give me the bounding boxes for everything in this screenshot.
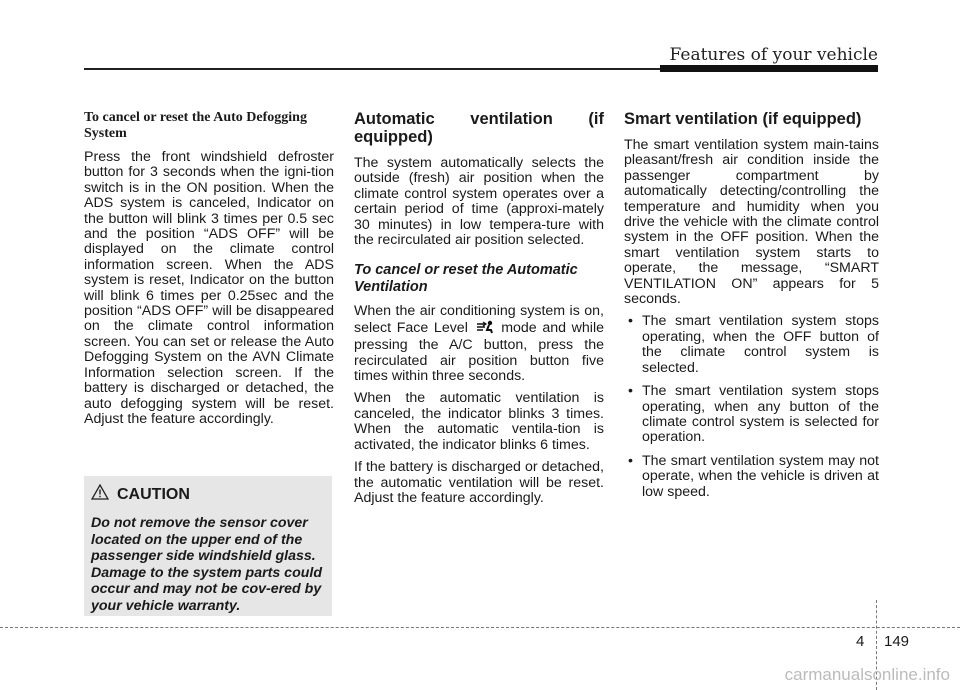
auto-ventilation-p1 bbox=[354, 304, 604, 384]
list-item: • The smart ventilation system stops operating, when the OFF button of the climate control system is selected. bbox=[628, 313, 879, 376]
bullet-icon: • bbox=[628, 313, 633, 330]
auto-ventilation-subheading: To cancel or reset the Automatic Ventilation bbox=[354, 262, 578, 296]
auto-ventilation-p1-end: mode and while pressing the A/C button, press the recirculated air position button five times within three seconds. bbox=[354, 319, 604, 385]
smart-ventilation-intro: The smart ventilation system main-tains pleasant/fresh air condition inside the passenger compartment by automatically detecting/controlling the temperature and humidity when you drive the vehicle with the climate control system in the OFF position. When the smart ventilation system starts to operate, the message, “SMART VENTILATION ON” appears for 5 seconds. bbox=[624, 137, 879, 308]
auto-ventilation-p2: When the automatic ventilation is canceled, the indicator blinks 3 times. When the automatic ventila-tion is activated, the indicator blinks 6 times. bbox=[354, 390, 604, 453]
bullet-icon: • bbox=[628, 383, 633, 400]
column-2 bbox=[354, 110, 604, 513]
caution-title: CAUTION bbox=[117, 485, 190, 503]
page-number: 149 bbox=[884, 633, 910, 650]
smart-ventilation-list bbox=[624, 314, 879, 499]
auto-ventilation-intro: The system automatically selects the outside (fresh) air position when the climate control system operates over a certain period of time (approxi-mately 30 minutes) in low tempera-ture with the recirculated air position selected. bbox=[354, 155, 604, 249]
face-level-icon bbox=[474, 320, 496, 338]
warning-triangle-icon bbox=[91, 484, 109, 505]
auto-ventilation-p1-start: When the air conditioning system is on, select Face Level bbox=[354, 303, 604, 336]
watermark: carmanualsonline.info bbox=[784, 665, 950, 684]
ads-subheading: To cancel or reset the Auto Defogging System bbox=[84, 110, 307, 141]
section-title: Features of your vehicle bbox=[669, 45, 878, 65]
header-rule bbox=[84, 68, 660, 70]
auto-ventilation-heading: Automatic ventilation (if equipped) bbox=[354, 110, 604, 146]
auto-ventilation-p3: If the battery is discharged or detached, the automatic ventilation will be reset. Adjust the feature accordingly. bbox=[354, 459, 604, 506]
chapter-number: 4 bbox=[856, 633, 865, 650]
caution-box bbox=[84, 476, 332, 616]
header-bar bbox=[660, 65, 878, 72]
caution-header bbox=[91, 484, 325, 505]
footer-rule bbox=[0, 627, 960, 628]
column-1 bbox=[84, 110, 334, 434]
list-item: • The smart ventilation system may not operate, when the vehicle is driven at low speed. bbox=[628, 452, 879, 500]
smart-ventilation-heading: Smart ventilation (if equipped) bbox=[624, 110, 862, 128]
caution-text: Do not remove the sensor cover located on the upper end of the passenger side windshield glass. Damage to the system parts could occur and may not be cov-ered by your vehicle warranty. bbox=[91, 515, 323, 614]
column-3 bbox=[624, 110, 879, 508]
list-item: • The smart ventilation system stops operating, when any button of the climate control system is selected for operation. bbox=[628, 383, 879, 446]
bullet-icon: • bbox=[628, 452, 633, 469]
ads-body: Press the front windshield defroster button for 3 seconds when the igni-tion switch is in the ON position. When the ADS system is canceled, Indicator on the button will blink 3 times per 0.5 sec and the position “ADS OFF” will be displayed on the climate control information screen. When the ADS system is reset, Indicator on the button will blink 6 times per 0.25sec and the position “ADS OFF” will be disappeared on the climate control information screen. You can set or release the Auto Defogging System on the AVN Climate Information selection screen. If the battery is discharged or detached, the auto defogging system will be reset. Adjust the feature accordingly. bbox=[84, 149, 334, 427]
